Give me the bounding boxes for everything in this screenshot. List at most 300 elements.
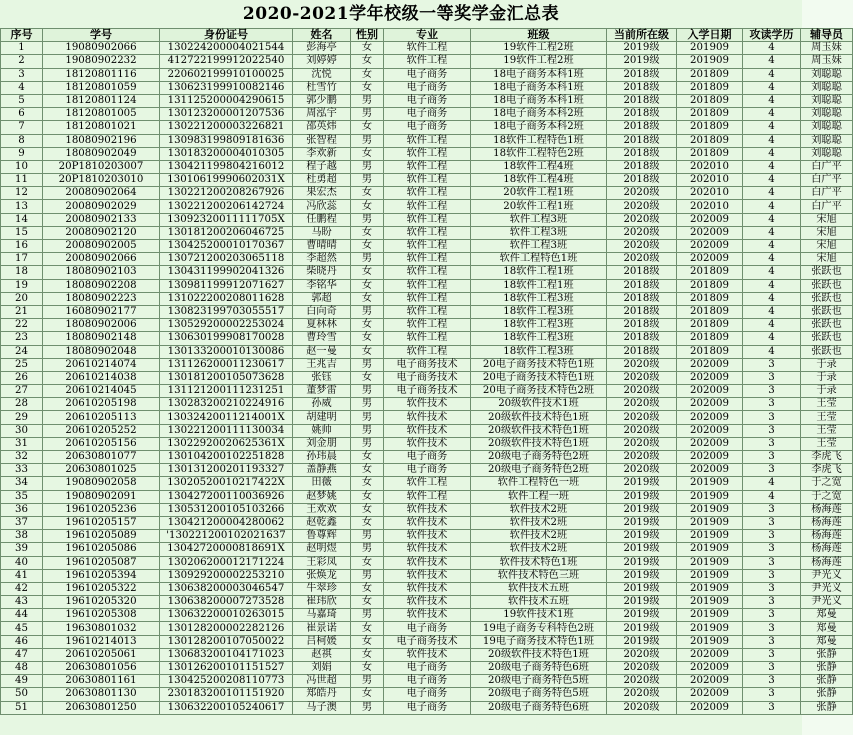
cell-class[interactable]: 软件工程特色1班: [471, 253, 607, 266]
cell-student-id[interactable]: 19610205236: [43, 503, 160, 516]
cell-degree[interactable]: 4: [743, 68, 801, 81]
cell-gender[interactable]: 男: [351, 305, 384, 318]
cell-major[interactable]: 软件工程: [384, 160, 471, 173]
cell-id-card[interactable]: 13092320011111705X: [160, 213, 293, 226]
cell-index[interactable]: 50: [1, 688, 43, 701]
cell-grade[interactable]: 2020级: [607, 688, 677, 701]
cell-grade[interactable]: 2020级: [607, 385, 677, 398]
cell-major[interactable]: 软件工程: [384, 240, 471, 253]
cell-student-id[interactable]: 18080902148: [43, 332, 160, 345]
cell-index[interactable]: 40: [1, 556, 43, 569]
cell-class[interactable]: 20软件工程1班: [471, 187, 607, 200]
cell-index[interactable]: 8: [1, 134, 43, 147]
cell-class[interactable]: 19电子商务技术特色1班: [471, 635, 607, 648]
cell-gender[interactable]: 女: [351, 688, 384, 701]
cell-gender[interactable]: 女: [351, 371, 384, 384]
cell-degree[interactable]: 3: [743, 648, 801, 661]
cell-major[interactable]: 软件工程: [384, 200, 471, 213]
cell-index[interactable]: 12: [1, 187, 43, 200]
cell-gender[interactable]: 女: [351, 582, 384, 595]
cell-degree[interactable]: 3: [743, 543, 801, 556]
cell-major[interactable]: 软件工程: [384, 319, 471, 332]
cell-major[interactable]: 电子商务: [384, 675, 471, 688]
cell-id-card[interactable]: 130133200010130086: [160, 345, 293, 358]
cell-degree[interactable]: 3: [743, 582, 801, 595]
cell-counselor[interactable]: 白广平: [801, 160, 853, 173]
cell-grade[interactable]: 2020级: [607, 253, 677, 266]
cell-gender[interactable]: 女: [351, 622, 384, 635]
cell-grade[interactable]: 2020级: [607, 200, 677, 213]
cell-student-id[interactable]: 19080902066: [43, 42, 160, 55]
cell-class[interactable]: 软件技术2班: [471, 543, 607, 556]
cell-grade[interactable]: 2020级: [607, 464, 677, 477]
header-id-card[interactable]: 身份证号: [160, 29, 293, 42]
cell-major[interactable]: 软件技术: [384, 437, 471, 450]
cell-counselor[interactable]: 尹光义: [801, 596, 853, 609]
cell-student-id[interactable]: 19080902091: [43, 490, 160, 503]
cell-counselor[interactable]: 刘聪聪: [801, 134, 853, 147]
cell-class[interactable]: 20电子商务技术特色1班: [471, 358, 607, 371]
cell-class[interactable]: 软件技术五班: [471, 582, 607, 595]
cell-degree[interactable]: 4: [743, 160, 801, 173]
cell-degree[interactable]: 4: [743, 319, 801, 332]
cell-name[interactable]: 夏林林: [293, 319, 351, 332]
cell-name[interactable]: 冯欣蕊: [293, 200, 351, 213]
cell-gender[interactable]: 女: [351, 68, 384, 81]
cell-enroll-date[interactable]: 201909: [677, 543, 743, 556]
cell-name[interactable]: 郭少鹏: [293, 94, 351, 107]
cell-degree[interactable]: 3: [743, 609, 801, 622]
cell-id-card[interactable]: 130721200203065118: [160, 253, 293, 266]
cell-name[interactable]: 田薇: [293, 477, 351, 490]
cell-counselor[interactable]: 刘聪聪: [801, 81, 853, 94]
cell-gender[interactable]: 女: [351, 187, 384, 200]
cell-student-id[interactable]: 18080902208: [43, 279, 160, 292]
cell-index[interactable]: 28: [1, 398, 43, 411]
cell-name[interactable]: 王彩凤: [293, 556, 351, 569]
cell-counselor[interactable]: 刘聪聪: [801, 68, 853, 81]
cell-class[interactable]: 19软件工程2班: [471, 55, 607, 68]
cell-counselor[interactable]: 张静: [801, 662, 853, 675]
cell-enroll-date[interactable]: 202010: [677, 200, 743, 213]
cell-index[interactable]: 13: [1, 200, 43, 213]
cell-major[interactable]: 软件工程: [384, 213, 471, 226]
cell-grade[interactable]: 2019级: [607, 55, 677, 68]
cell-id-card[interactable]: 130131200201193327: [160, 464, 293, 477]
cell-name[interactable]: 彭海亭: [293, 42, 351, 55]
cell-student-id[interactable]: 20610205198: [43, 398, 160, 411]
cell-enroll-date[interactable]: 201809: [677, 108, 743, 121]
cell-grade[interactable]: 2019级: [607, 503, 677, 516]
cell-student-id[interactable]: 19610205308: [43, 609, 160, 622]
cell-grade[interactable]: 2020级: [607, 240, 677, 253]
cell-counselor[interactable]: 宋旭: [801, 226, 853, 239]
cell-name[interactable]: 李铭华: [293, 279, 351, 292]
cell-grade[interactable]: 2018级: [607, 279, 677, 292]
cell-index[interactable]: 46: [1, 635, 43, 648]
cell-class[interactable]: 18软件工程3班: [471, 305, 607, 318]
cell-name[interactable]: 郑皓丹: [293, 688, 351, 701]
cell-degree[interactable]: 4: [743, 305, 801, 318]
cell-degree[interactable]: 3: [743, 451, 801, 464]
cell-enroll-date[interactable]: 202009: [677, 253, 743, 266]
cell-id-card[interactable]: 13032420011214001X: [160, 411, 293, 424]
cell-student-id[interactable]: 19610205089: [43, 530, 160, 543]
cell-name[interactable]: 赵祺: [293, 648, 351, 661]
cell-name[interactable]: 柴晓丹: [293, 266, 351, 279]
cell-grade[interactable]: 2018级: [607, 292, 677, 305]
cell-name[interactable]: 刘娟: [293, 662, 351, 675]
cell-id-card[interactable]: 130181200206046725: [160, 226, 293, 239]
cell-enroll-date[interactable]: 201909: [677, 55, 743, 68]
cell-name[interactable]: 牛翠珍: [293, 582, 351, 595]
cell-name[interactable]: 马盼: [293, 226, 351, 239]
cell-enroll-date[interactable]: 201909: [677, 622, 743, 635]
cell-name[interactable]: 刘金朋: [293, 437, 351, 450]
cell-major[interactable]: 软件技术: [384, 596, 471, 609]
cell-degree[interactable]: 4: [743, 134, 801, 147]
cell-index[interactable]: 24: [1, 345, 43, 358]
cell-student-id[interactable]: 20610205252: [43, 424, 160, 437]
cell-grade[interactable]: 2020级: [607, 662, 677, 675]
cell-index[interactable]: 18: [1, 266, 43, 279]
cell-major[interactable]: 软件工程: [384, 174, 471, 187]
cell-counselor[interactable]: 周玉妹: [801, 55, 853, 68]
cell-major[interactable]: 软件技术: [384, 648, 471, 661]
cell-grade[interactable]: 2020级: [607, 411, 677, 424]
cell-id-card[interactable]: 130823199703055517: [160, 305, 293, 318]
cell-class[interactable]: 20级电子商务特色2班: [471, 451, 607, 464]
cell-student-id[interactable]: 18120801005: [43, 108, 160, 121]
header-degree[interactable]: 攻读学历: [743, 29, 801, 42]
cell-major[interactable]: 软件工程: [384, 42, 471, 55]
cell-major[interactable]: 软件工程: [384, 292, 471, 305]
cell-id-card[interactable]: 130427200008186​91X: [160, 543, 293, 556]
cell-major[interactable]: 软件技术: [384, 503, 471, 516]
cell-gender[interactable]: 女: [351, 279, 384, 292]
cell-counselor[interactable]: 尹光义: [801, 582, 853, 595]
cell-gender[interactable]: 男: [351, 174, 384, 187]
cell-counselor[interactable]: 张跃也: [801, 319, 853, 332]
cell-counselor[interactable]: 杨海莲: [801, 556, 853, 569]
cell-index[interactable]: 23: [1, 332, 43, 345]
cell-student-id[interactable]: 18080902223: [43, 292, 160, 305]
cell-major[interactable]: 电子商务: [384, 108, 471, 121]
cell-id-card[interactable]: 130929200002253210: [160, 569, 293, 582]
cell-id-card[interactable]: 130224200004021544: [160, 42, 293, 55]
cell-id-card[interactable]: 131121200111231251: [160, 385, 293, 398]
cell-degree[interactable]: 3: [743, 596, 801, 609]
cell-name[interactable]: 鲁尊辉: [293, 530, 351, 543]
cell-counselor[interactable]: 张跃也: [801, 266, 853, 279]
cell-class[interactable]: 18软件工程3班: [471, 345, 607, 358]
cell-grade[interactable]: 2018级: [607, 160, 677, 173]
cell-class[interactable]: 18软件工程4班: [471, 174, 607, 187]
cell-gender[interactable]: 男: [351, 160, 384, 173]
cell-major[interactable]: 电子商务技术: [384, 358, 471, 371]
cell-grade[interactable]: 2018级: [607, 81, 677, 94]
cell-degree[interactable]: 4: [743, 226, 801, 239]
cell-gender[interactable]: 男: [351, 609, 384, 622]
cell-index[interactable]: 35: [1, 490, 43, 503]
cell-degree[interactable]: 3: [743, 424, 801, 437]
cell-index[interactable]: 1: [1, 42, 43, 55]
cell-degree[interactable]: 4: [743, 279, 801, 292]
cell-gender[interactable]: 男: [351, 108, 384, 121]
cell-major[interactable]: 软件技术: [384, 556, 471, 569]
cell-id-card[interactable]: 130128200107050022: [160, 635, 293, 648]
cell-major[interactable]: 软件技术: [384, 424, 471, 437]
cell-grade[interactable]: 2020级: [607, 451, 677, 464]
cell-counselor[interactable]: 宋旭: [801, 253, 853, 266]
cell-enroll-date[interactable]: 202009: [677, 385, 743, 398]
cell-name[interactable]: 胡建明: [293, 411, 351, 424]
cell-enroll-date[interactable]: 201809: [677, 319, 743, 332]
cell-class[interactable]: 18电子商务本科1班: [471, 94, 607, 107]
cell-grade[interactable]: 2018级: [607, 94, 677, 107]
cell-major[interactable]: 软件工程: [384, 332, 471, 345]
cell-degree[interactable]: 3: [743, 530, 801, 543]
cell-counselor[interactable]: 张跃也: [801, 345, 853, 358]
cell-grade[interactable]: 2019级: [607, 477, 677, 490]
cell-major[interactable]: 软件技术: [384, 543, 471, 556]
cell-degree[interactable]: 4: [743, 213, 801, 226]
cell-student-id[interactable]: 18120801116: [43, 68, 160, 81]
cell-degree[interactable]: 3: [743, 411, 801, 424]
cell-enroll-date[interactable]: 202009: [677, 424, 743, 437]
cell-major[interactable]: 软件技术: [384, 411, 471, 424]
cell-index[interactable]: 27: [1, 385, 43, 398]
cell-counselor[interactable]: 李虎飞: [801, 464, 853, 477]
cell-major[interactable]: 软件工程: [384, 266, 471, 279]
cell-counselor[interactable]: 张静: [801, 688, 853, 701]
cell-grade[interactable]: 2019级: [607, 622, 677, 635]
cell-counselor[interactable]: 于录: [801, 371, 853, 384]
cell-major[interactable]: 软件工程: [384, 226, 471, 239]
cell-name[interactable]: 张智程: [293, 134, 351, 147]
cell-grade[interactable]: 2018级: [607, 147, 677, 160]
cell-grade[interactable]: 2019级: [607, 582, 677, 595]
cell-class[interactable]: 20级电子商务特色2班: [471, 464, 607, 477]
cell-index[interactable]: 48: [1, 662, 43, 675]
cell-student-id[interactable]: 19080902058: [43, 477, 160, 490]
cell-class[interactable]: 软件工程特色一班: [471, 477, 607, 490]
cell-gender[interactable]: 女: [351, 226, 384, 239]
header-student-id[interactable]: 学号: [43, 29, 160, 42]
cell-id-card[interactable]: 130221200003226821: [160, 121, 293, 134]
cell-major[interactable]: 软件工程: [384, 147, 471, 160]
cell-student-id[interactable]: 20080902066: [43, 253, 160, 266]
cell-major[interactable]: 电子商务: [384, 464, 471, 477]
cell-index[interactable]: 11: [1, 174, 43, 187]
cell-counselor[interactable]: 杨海莲: [801, 516, 853, 529]
cell-class[interactable]: 18软件工程3班: [471, 319, 607, 332]
cell-degree[interactable]: 4: [743, 121, 801, 134]
cell-student-id[interactable]: 20080902120: [43, 226, 160, 239]
cell-gender[interactable]: 男: [351, 94, 384, 107]
cell-name[interactable]: 姚帅: [293, 424, 351, 437]
cell-grade[interactable]: 2018级: [607, 319, 677, 332]
cell-counselor[interactable]: 王莹: [801, 398, 853, 411]
header-class[interactable]: 班级: [471, 29, 607, 42]
cell-class[interactable]: 软件技术特色三班: [471, 569, 607, 582]
cell-class[interactable]: 18电子商务本科1班: [471, 81, 607, 94]
cell-degree[interactable]: 4: [743, 345, 801, 358]
cell-student-id[interactable]: 19610205394: [43, 569, 160, 582]
cell-grade[interactable]: 2018级: [607, 305, 677, 318]
cell-id-card[interactable]: 13010619990602031X: [160, 174, 293, 187]
cell-degree[interactable]: 3: [743, 635, 801, 648]
cell-enroll-date[interactable]: 201909: [677, 530, 743, 543]
cell-name[interactable]: 杜雪竹: [293, 81, 351, 94]
cell-enroll-date[interactable]: 201809: [677, 305, 743, 318]
cell-major[interactable]: 电子商务: [384, 94, 471, 107]
cell-id-card[interactable]: 130632200010263015: [160, 609, 293, 622]
cell-enroll-date[interactable]: 202009: [677, 662, 743, 675]
header-index[interactable]: 序号: [1, 29, 43, 42]
cell-gender[interactable]: 男: [351, 701, 384, 714]
cell-id-card[interactable]: 130683200104171023: [160, 648, 293, 661]
cell-id-card[interactable]: 130221200111130034: [160, 424, 293, 437]
cell-degree[interactable]: 4: [743, 332, 801, 345]
cell-student-id[interactable]: 18080902103: [43, 266, 160, 279]
cell-student-id[interactable]: 18120801059: [43, 81, 160, 94]
header-gender[interactable]: 性别: [351, 29, 384, 42]
cell-student-id[interactable]: 20630801056: [43, 662, 160, 675]
cell-id-card[interactable]: 130981199912071627: [160, 279, 293, 292]
cell-gender[interactable]: 女: [351, 516, 384, 529]
cell-counselor[interactable]: 白广平: [801, 187, 853, 200]
cell-major[interactable]: 电子商务: [384, 451, 471, 464]
cell-enroll-date[interactable]: 201909: [677, 596, 743, 609]
cell-name[interactable]: 张焕龙: [293, 569, 351, 582]
cell-name[interactable]: 曹晴晴: [293, 240, 351, 253]
cell-counselor[interactable]: 张静: [801, 648, 853, 661]
cell-enroll-date[interactable]: 202009: [677, 240, 743, 253]
cell-id-card[interactable]: 131022200208011628: [160, 292, 293, 305]
cell-id-card[interactable]: 130181200105073628: [160, 371, 293, 384]
cell-class[interactable]: 20电子商务技术特色2班: [471, 385, 607, 398]
cell-counselor[interactable]: 张静: [801, 675, 853, 688]
cell-class[interactable]: 20级软件技术特色1班: [471, 648, 607, 661]
cell-counselor[interactable]: 刘聪聪: [801, 147, 853, 160]
cell-degree[interactable]: 3: [743, 556, 801, 569]
cell-degree[interactable]: 3: [743, 358, 801, 371]
cell-grade[interactable]: 2019级: [607, 569, 677, 582]
cell-grade[interactable]: 2018级: [607, 121, 677, 134]
cell-major[interactable]: 软件技术: [384, 569, 471, 582]
cell-enroll-date[interactable]: 201909: [677, 609, 743, 622]
cell-grade[interactable]: 2019级: [607, 516, 677, 529]
cell-gender[interactable]: 男: [351, 424, 384, 437]
cell-gender[interactable]: 女: [351, 662, 384, 675]
cell-student-id[interactable]: 20080902133: [43, 213, 160, 226]
cell-id-card[interactable]: 130126200101151527: [160, 662, 293, 675]
cell-major[interactable]: 软件技术: [384, 609, 471, 622]
cell-name[interactable]: 周泓宇: [293, 108, 351, 121]
cell-class[interactable]: 20级软件技术特色1班: [471, 424, 607, 437]
cell-major[interactable]: 电子商务: [384, 622, 471, 635]
cell-grade[interactable]: 2019级: [607, 635, 677, 648]
cell-grade[interactable]: 2018级: [607, 68, 677, 81]
cell-id-card[interactable]: 131126200011230617: [160, 358, 293, 371]
cell-gender[interactable]: 女: [351, 81, 384, 94]
cell-index[interactable]: 30: [1, 424, 43, 437]
cell-enroll-date[interactable]: 202009: [677, 213, 743, 226]
cell-enroll-date[interactable]: 201809: [677, 292, 743, 305]
cell-counselor[interactable]: 郑曼: [801, 622, 853, 635]
cell-id-card[interactable]: 130425200010170367: [160, 240, 293, 253]
cell-index[interactable]: 14: [1, 213, 43, 226]
cell-id-card[interactable]: 130425200208110773: [160, 675, 293, 688]
cell-index[interactable]: 2: [1, 55, 43, 68]
cell-id-card[interactable]: 130632200105240617: [160, 701, 293, 714]
cell-class[interactable]: 软件技术2班: [471, 516, 607, 529]
cell-id-card[interactable]: 130123200001207536: [160, 108, 293, 121]
cell-name[interactable]: 马嘉琦: [293, 609, 351, 622]
cell-degree[interactable]: 4: [743, 55, 801, 68]
cell-id-card[interactable]: 130983199809181636: [160, 134, 293, 147]
cell-class[interactable]: 18软件工程1班: [471, 279, 607, 292]
cell-index[interactable]: 45: [1, 622, 43, 635]
cell-gender[interactable]: 女: [351, 345, 384, 358]
cell-degree[interactable]: 3: [743, 688, 801, 701]
cell-name[interactable]: 果宏杰: [293, 187, 351, 200]
cell-degree[interactable]: 3: [743, 503, 801, 516]
cell-index[interactable]: 25: [1, 358, 43, 371]
cell-grade[interactable]: 2018级: [607, 108, 677, 121]
cell-gender[interactable]: 男: [351, 569, 384, 582]
cell-name[interactable]: 刘婷婷: [293, 55, 351, 68]
cell-degree[interactable]: 4: [743, 292, 801, 305]
cell-name[interactable]: 郭超: [293, 292, 351, 305]
cell-degree[interactable]: 4: [743, 266, 801, 279]
cell-gender[interactable]: 男: [351, 530, 384, 543]
cell-student-id[interactable]: 20080902064: [43, 187, 160, 200]
cell-id-card[interactable]: 130206200012171224: [160, 556, 293, 569]
cell-enroll-date[interactable]: 201809: [677, 147, 743, 160]
cell-enroll-date[interactable]: 202009: [677, 464, 743, 477]
cell-class[interactable]: 软件技术2班: [471, 530, 607, 543]
cell-index[interactable]: 5: [1, 94, 43, 107]
cell-major[interactable]: 电子商务: [384, 68, 471, 81]
cell-gender[interactable]: 男: [351, 675, 384, 688]
cell-degree[interactable]: 3: [743, 622, 801, 635]
cell-class[interactable]: 20电子商务技术特色1班: [471, 371, 607, 384]
cell-student-id[interactable]: 20610214038: [43, 371, 160, 384]
cell-enroll-date[interactable]: 202009: [677, 688, 743, 701]
cell-grade[interactable]: 2019级: [607, 42, 677, 55]
cell-enroll-date[interactable]: 201809: [677, 345, 743, 358]
cell-grade[interactable]: 2020级: [607, 187, 677, 200]
cell-name[interactable]: 孙威: [293, 398, 351, 411]
cell-id-card[interactable]: 13022920020625361X: [160, 437, 293, 450]
cell-counselor[interactable]: 张跃也: [801, 279, 853, 292]
cell-id-card[interactable]: 130183200004010305: [160, 147, 293, 160]
cell-gender[interactable]: 女: [351, 42, 384, 55]
cell-counselor[interactable]: 于之宽: [801, 477, 853, 490]
cell-counselor[interactable]: 王莹: [801, 424, 853, 437]
cell-gender[interactable]: 女: [351, 648, 384, 661]
cell-gender[interactable]: 男: [351, 385, 384, 398]
cell-name[interactable]: 崔景诺: [293, 622, 351, 635]
cell-degree[interactable]: 3: [743, 516, 801, 529]
cell-enroll-date[interactable]: 201909: [677, 556, 743, 569]
cell-grade[interactable]: 2020级: [607, 675, 677, 688]
cell-enroll-date[interactable]: 202009: [677, 398, 743, 411]
cell-degree[interactable]: 3: [743, 464, 801, 477]
cell-counselor[interactable]: 于之宽: [801, 490, 853, 503]
